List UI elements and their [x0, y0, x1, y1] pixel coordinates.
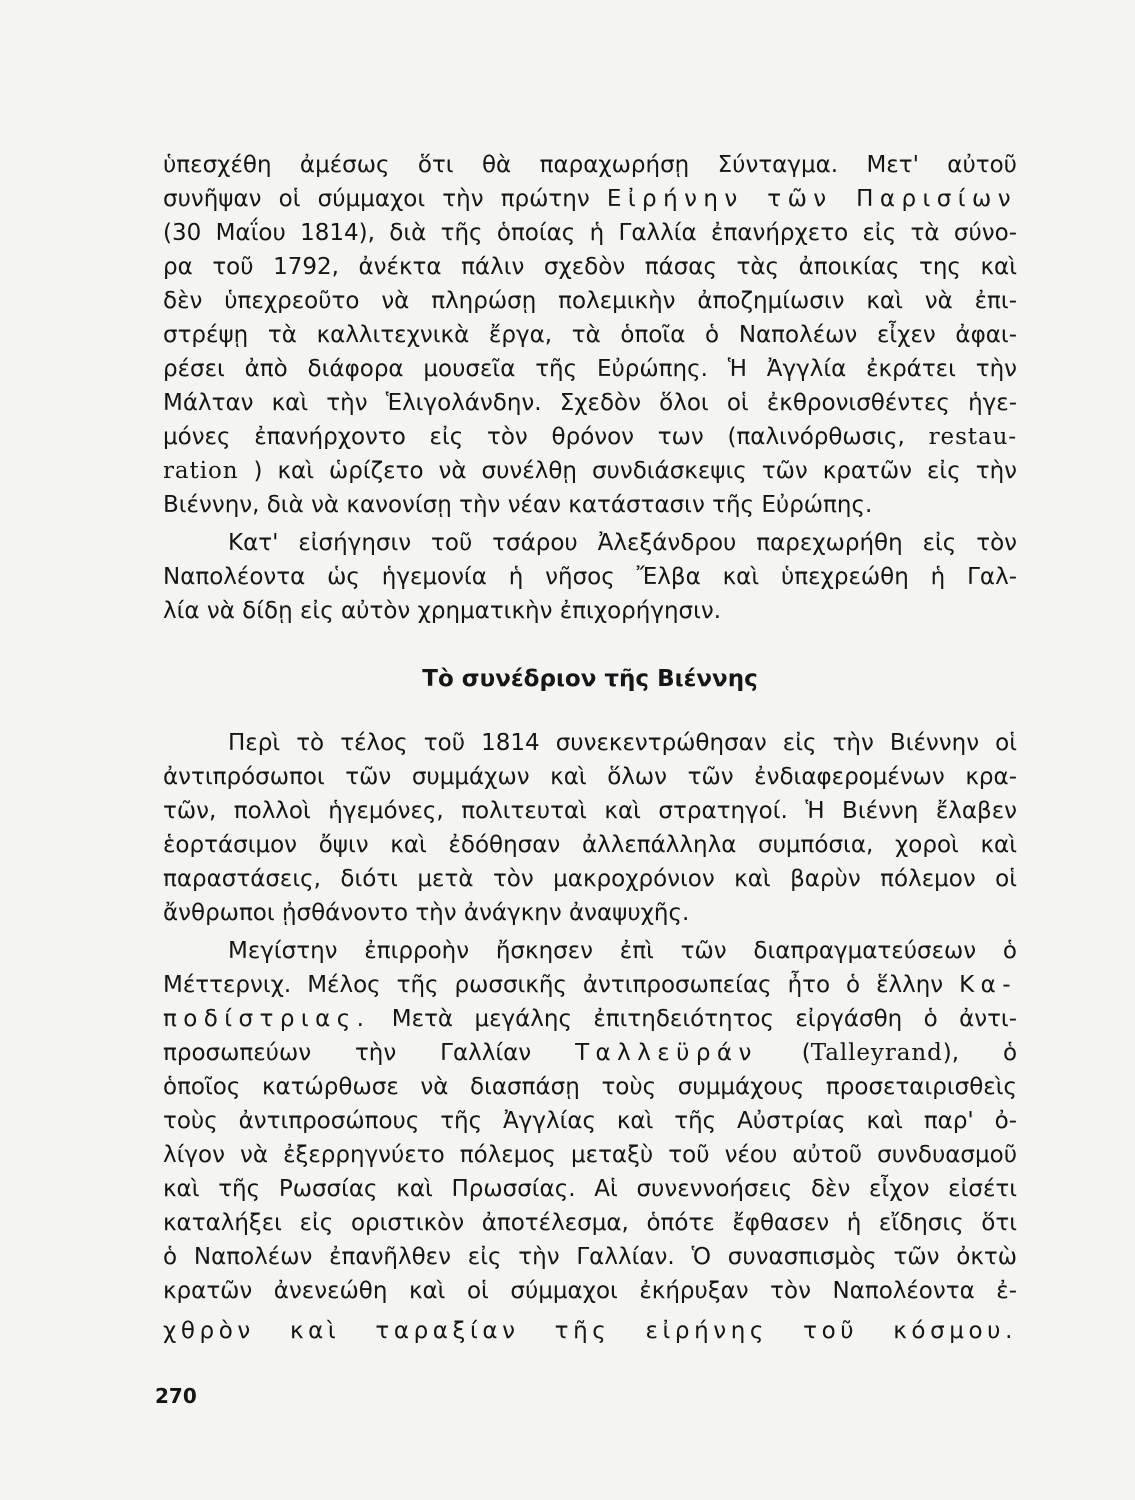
text-line: δὲν ὑπεχρεοῦτο νὰ πληρώσῃ πολεμικὴν ἀποζημίωσιν καὶ νὰ ἐπι-	[163, 288, 1017, 314]
section-heading: Τὸ συνέδριον τῆς Βιέννης	[422, 666, 758, 692]
text-line: ὁ Ναπολέων ἐπανῆλθεν εἰς τὴν Γαλλίαν. Ὁ συνασπισμὸς τῶν ὀκτὼ	[163, 1244, 1017, 1270]
text-span: Μέττερνιχ. Μέλος τῆς ρωσσικῆς ἀντιπροσωπείας ἦτο ὁ ἕλλην	[163, 972, 944, 998]
text-line: Βιέννην, διὰ νὰ κανονίσῃ τὴν νέαν κατάστασιν τῆς Εὐρώπης.	[163, 492, 873, 518]
spaced-text: Ταλλεϋράν	[575, 1040, 758, 1066]
text-line	[163, 1038, 1017, 1072]
text-line: ἄνθρωποι ᾐσθάνοντο τὴν ἀνάγκην ἀναψυχῆς.	[163, 900, 690, 926]
text-line: (30 Μαΐου 1814), διὰ τῆς ὁποίας ἡ Γαλλία ἐπανήρχετο εἰς τὰ σύνο-	[163, 220, 1017, 246]
text-line: Περὶ τὸ τέλος τοῦ 1814 συνεκεντρώθησαν εἰς τὴν Βιέννην οἱ	[228, 730, 1017, 756]
latin-text: restau-	[928, 424, 1018, 450]
text-line: Μάλταν καὶ τὴν Ἑλιγολάνδην. Σχεδὸν ὅλοι οἱ ἐκθρονισθέντες ἡγε-	[163, 390, 1017, 416]
text-line: τῶν, πολλοὶ ἡγεμόνες, πολιτευταὶ καὶ στρατηγοί. Ἡ Βιέννη ἔλαβεν	[163, 798, 1017, 824]
text-span: ) καὶ ὡρίζετο νὰ συνέλθῃ συνδιάσκεψις τῶν κρατῶν εἰς τὴν	[253, 458, 1017, 484]
text-line: τοὺς ἀντιπροσώπους τῆς Ἀγγλίας καὶ τῆς Αὐστρίας καὶ παρ' ὀ-	[163, 1108, 1017, 1134]
latin-text: ration	[163, 458, 239, 484]
text-span: μόνες ἐπανήρχοντο εἰς τὸν θρόνον των (παλινόρθωσις,	[163, 424, 905, 450]
text-line: ἑορτάσιμον ὄψιν καὶ ἐδόθησαν ἀλλεπάλληλα συμπόσια, χοροὶ καὶ	[163, 832, 1017, 858]
text-line: ὑπεσχέθη ἀμέσως ὅτι θὰ παραχωρήσῃ Σύνταγμα. Μετ' αὐτοῦ	[163, 152, 1017, 178]
text-line: χθρὸν καὶ ταραξίαν τῆς εἰρήνης τοῦ κόσμου.	[163, 1318, 1017, 1344]
text-span: (	[801, 1040, 811, 1066]
text-line: παραστάσεις, διότι μετὰ τὸν μακροχρόνιον καὶ βαρὺν πόλεμον οἱ	[163, 866, 1017, 892]
text-line: κρατῶν ἀνενεώθη καὶ οἱ σύμμαχοι ἐκήρυξαν τὸν Ναπολέοντα ἐ-	[163, 1278, 1017, 1304]
spaced-text: ποδίστριας.	[163, 1006, 371, 1032]
text-line: καὶ τῆς Ρωσσίας καὶ Πρωσσίας. Αἱ συνεννοήσεις δὲν εἶχον εἰσέτι	[163, 1176, 1017, 1202]
text-line: ἀντιπρόσωποι τῶν συμμάχων καὶ ὅλων τῶν ἐνδιαφερομένων κρα-	[163, 764, 1017, 790]
text-line: λίγον νὰ ἐξερρηγνύετο πόλεμος μεταξὺ τοῦ νέου αὐτοῦ συνδυασμοῦ	[163, 1142, 1017, 1168]
text-line: στρέψῃ τὰ καλλιτεχνικὰ ἔργα, τὰ ὁποῖα ὁ Ναπολέων εἶχεν ἀφαι-	[163, 322, 1017, 348]
text-line	[163, 422, 1017, 456]
text-span: συνῆψαν οἱ σύμμαχοι τὴν πρώτην	[163, 186, 590, 212]
text-line: λία νὰ δίδῃ εἰς αὐτὸν χρηματικὴν ἐπιχορήγησιν.	[163, 598, 722, 624]
text-line: ρέσει ἀπὸ διάφορα μουσεῖα τῆς Εὐρώπης. Ἡ Ἀγγλία ἐκράτει τὴν	[163, 356, 1017, 382]
text-line: Ναπολέοντα ὡς ἡγεμονία ἡ νῆσος Ἔλβα καὶ ὑπεχρεώθη ἡ Γαλ-	[163, 564, 1017, 590]
text-line	[163, 184, 1017, 218]
spaced-text: Κα-	[959, 972, 1017, 998]
text-line: Μεγίστην ἐπιρροὴν ἤσκησεν ἐπὶ τῶν διαπραγματεύσεων ὁ	[228, 938, 1017, 964]
page-number: 270	[155, 1384, 197, 1408]
text-line	[163, 970, 1017, 1004]
text-span: ), ὁ	[942, 1040, 1018, 1066]
text-line: ρα τοῦ 1792, ἀνέκτα πάλιν σχεδὸν πάσας τὰς ἀποικίας της καὶ	[163, 254, 1017, 280]
text-line	[163, 1004, 1017, 1038]
text-line: καταλήξει εἰς οριστικὸν ἀποτέλεσμα, ὁπότε ἔφθασεν ἡ εἴδησις ὅτι	[163, 1210, 1017, 1236]
text-span: προσωπεύων τὴν Γαλλίαν	[163, 1040, 532, 1066]
latin-text: Talleyrand	[810, 1040, 943, 1066]
text-line: ὁποῖος κατώρθωσε νὰ διασπάσῃ τοὺς συμμάχους προσεταιρισθεὶς	[163, 1074, 1017, 1100]
text-line: Κατ' εἰσήγησιν τοῦ τσάρου Ἀλεξάνδρου παρεχωρήθη εἰς τὸν	[228, 530, 1017, 556]
text-line	[163, 456, 1017, 490]
spaced-text: Εἰρήνην τῶν Παρισίων	[606, 186, 1018, 212]
text-span: Μετὰ μεγάλης ἐπιτηδειότητος εἰργάσθη ὁ ἀντι-	[391, 1006, 1018, 1032]
